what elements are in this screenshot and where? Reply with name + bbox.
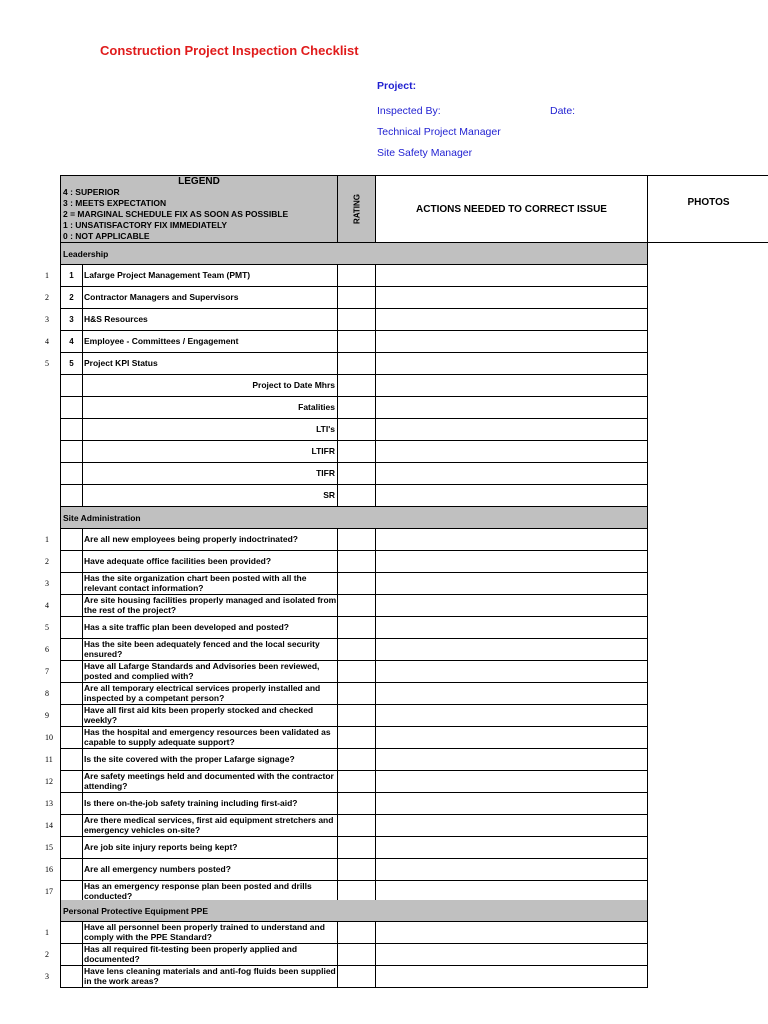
row-index: 12 xyxy=(45,777,53,786)
question-cell: Has the site been adequately fenced and the local security ensured? xyxy=(83,639,338,661)
question-cell: Are all new employees being properly indoctrinated? xyxy=(83,529,338,551)
actions-cell[interactable] xyxy=(376,441,648,463)
table-row xyxy=(0,727,648,749)
item-number-cell xyxy=(60,859,83,881)
question-cell: Project KPI Status xyxy=(83,353,338,375)
table-row xyxy=(0,595,648,617)
rating-cell[interactable] xyxy=(338,837,376,859)
actions-cell[interactable] xyxy=(376,683,648,705)
row-index: 2 xyxy=(45,950,49,959)
rating-cell[interactable] xyxy=(338,485,376,507)
question-cell: Are all temporary electrical services properly installed and inspected by a competant person? xyxy=(83,683,338,705)
row-index: 1 xyxy=(45,535,49,544)
item-number-cell xyxy=(60,617,83,639)
question-cell: Is there on-the-job safety training including first-aid? xyxy=(83,793,338,815)
question-cell: Are job site injury reports being kept? xyxy=(83,837,338,859)
rating-cell[interactable] xyxy=(338,309,376,331)
item-number-cell xyxy=(60,966,83,988)
actions-cell[interactable] xyxy=(376,309,648,331)
item-number-cell: 3 xyxy=(60,309,83,331)
actions-cell[interactable] xyxy=(376,595,648,617)
item-number-cell xyxy=(60,771,83,793)
rating-cell[interactable] xyxy=(338,793,376,815)
actions-cell[interactable] xyxy=(376,966,648,988)
rating-cell[interactable] xyxy=(338,944,376,966)
table-row xyxy=(0,617,648,639)
question-cell: Employee - Committees / Engagement xyxy=(83,331,338,353)
table-row xyxy=(0,922,648,944)
actions-cell[interactable] xyxy=(376,573,648,595)
question-cell: Have adequate office facilities been provided? xyxy=(83,551,338,573)
row-index: 10 xyxy=(45,733,53,742)
row-index: 13 xyxy=(45,799,53,808)
item-number-cell xyxy=(60,397,83,419)
page-title: Construction Project Inspection Checklist xyxy=(100,43,359,58)
item-number-cell xyxy=(60,661,83,683)
project-label: Project: xyxy=(377,80,417,92)
rating-cell[interactable] xyxy=(338,661,376,683)
row-index: 4 xyxy=(45,337,49,346)
rating-header-label: RATING xyxy=(352,193,361,225)
rating-cell[interactable] xyxy=(338,727,376,749)
rating-cell[interactable] xyxy=(338,265,376,287)
rating-cell[interactable] xyxy=(338,683,376,705)
item-number-cell xyxy=(60,815,83,837)
row-index: 7 xyxy=(45,667,49,676)
actions-cell[interactable] xyxy=(376,353,648,375)
item-number-cell xyxy=(60,749,83,771)
row-index: 9 xyxy=(45,711,49,720)
row-index: 8 xyxy=(45,689,49,698)
question-cell: Have all Lafarge Standards and Advisories been reviewed, posted and complied with? xyxy=(83,661,338,683)
table-row xyxy=(0,815,648,837)
legend-box xyxy=(60,175,338,243)
row-index: 2 xyxy=(45,557,49,566)
table-row xyxy=(0,353,648,375)
rating-cell[interactable] xyxy=(338,639,376,661)
rating-cell[interactable] xyxy=(338,705,376,727)
actions-cell[interactable] xyxy=(376,463,648,485)
question-cell: Lafarge Project Management Team (PMT) xyxy=(83,265,338,287)
item-number-cell xyxy=(60,922,83,944)
item-number-cell xyxy=(60,441,83,463)
actions-cell[interactable] xyxy=(376,749,648,771)
rating-cell[interactable] xyxy=(338,595,376,617)
legend-title: LEGEND xyxy=(178,176,220,187)
table-row xyxy=(0,793,648,815)
rating-cell[interactable] xyxy=(338,815,376,837)
question-cell: Have all personnel been properly trained to understand and comply with the PPE Standard? xyxy=(83,922,338,944)
actions-cell[interactable] xyxy=(376,265,648,287)
item-number-cell xyxy=(60,944,83,966)
question-cell: Are site housing facilities properly managed and isolated from the rest of the project? xyxy=(83,595,338,617)
item-number-cell xyxy=(60,595,83,617)
rating-cell[interactable] xyxy=(338,617,376,639)
rating-cell[interactable] xyxy=(338,771,376,793)
actions-cell[interactable] xyxy=(376,331,648,353)
actions-cell[interactable] xyxy=(376,727,648,749)
item-number-cell xyxy=(60,551,83,573)
table-row xyxy=(0,441,648,463)
actions-cell[interactable] xyxy=(376,661,648,683)
item-number-cell xyxy=(60,727,83,749)
question-cell: Contractor Managers and Supervisors xyxy=(83,287,338,309)
question-cell: Has the site organization chart been posted with all the relevant contact information? xyxy=(83,573,338,595)
actions-cell[interactable] xyxy=(376,485,648,507)
actions-cell[interactable] xyxy=(376,551,648,573)
row-index: 6 xyxy=(45,645,49,654)
actions-cell[interactable] xyxy=(376,771,648,793)
table-row xyxy=(0,485,648,507)
rating-cell[interactable] xyxy=(338,353,376,375)
question-cell: Project to Date Mhrs xyxy=(83,375,338,397)
question-cell: Have all first aid kits been properly stocked and checked weekly? xyxy=(83,705,338,727)
rating-cell[interactable] xyxy=(338,287,376,309)
table-row xyxy=(0,309,648,331)
item-number-cell xyxy=(60,375,83,397)
actions-cell[interactable] xyxy=(376,815,648,837)
row-index: 16 xyxy=(45,865,53,874)
rating-cell[interactable] xyxy=(338,966,376,988)
row-index: 14 xyxy=(45,821,53,830)
item-number-cell: 5 xyxy=(60,353,83,375)
row-index: 1 xyxy=(45,271,49,280)
rating-cell[interactable] xyxy=(338,397,376,419)
actions-cell[interactable] xyxy=(376,397,648,419)
rating-cell[interactable] xyxy=(338,573,376,595)
question-cell: Are all emergency numbers posted? xyxy=(83,859,338,881)
question-cell: H&S Resources xyxy=(83,309,338,331)
legend-item: 3 : MEETS EXPECTATION xyxy=(63,198,167,208)
actions-cell[interactable] xyxy=(376,287,648,309)
table-row xyxy=(0,529,648,551)
item-number-cell: 4 xyxy=(60,331,83,353)
rating-cell[interactable] xyxy=(338,529,376,551)
item-number-cell xyxy=(60,463,83,485)
actions-column-header: ACTIONS NEEDED TO CORRECT ISSUE xyxy=(376,175,648,243)
question-cell: Are there medical services, first aid equipment stretchers and emergency vehicles on-site? xyxy=(83,815,338,837)
row-index: 3 xyxy=(45,972,49,981)
item-number-cell xyxy=(60,529,83,551)
table-row xyxy=(0,944,648,966)
table-row xyxy=(0,749,648,771)
row-index: 17 xyxy=(45,887,53,896)
question-cell: Have lens cleaning materials and anti-fog fluids been supplied in the work areas? xyxy=(83,966,338,988)
rating-cell[interactable] xyxy=(338,441,376,463)
legend-item: 1 : UNSATISFACTORY FIX IMMEDIATELY xyxy=(63,220,228,230)
row-index: 5 xyxy=(45,623,49,632)
actions-cell[interactable] xyxy=(376,793,648,815)
row-index: 15 xyxy=(45,843,53,852)
item-number-cell xyxy=(60,419,83,441)
photos-column-header: PHOTOS xyxy=(648,175,768,243)
legend-item: 4 : SUPERIOR xyxy=(63,187,120,197)
table-row xyxy=(0,573,648,595)
question-cell: Has an emergency response plan been posted and drills conducted? xyxy=(83,881,338,903)
table-row xyxy=(0,859,648,881)
section-header-ppe: Personal Protective Equipment PPE xyxy=(60,900,648,922)
rating-cell[interactable] xyxy=(338,375,376,397)
question-cell: Are safety meetings held and documented with the contractor attending? xyxy=(83,771,338,793)
actions-cell[interactable] xyxy=(376,529,648,551)
item-number-cell xyxy=(60,639,83,661)
table-row xyxy=(0,683,648,705)
table-row xyxy=(0,837,648,859)
table-row xyxy=(0,265,648,287)
item-number-cell: 1 xyxy=(60,265,83,287)
table-row xyxy=(0,419,648,441)
question-cell: Fatalities xyxy=(83,397,338,419)
rating-cell[interactable] xyxy=(338,551,376,573)
rating-cell[interactable] xyxy=(338,749,376,771)
question-cell: LTIFR xyxy=(83,441,338,463)
actions-cell[interactable] xyxy=(376,617,648,639)
table-row xyxy=(0,771,648,793)
item-number-cell xyxy=(60,793,83,815)
table-row xyxy=(0,705,648,727)
item-number-cell xyxy=(60,683,83,705)
row-index: 5 xyxy=(45,359,49,368)
technical-project-manager-label: Technical Project Manager xyxy=(377,126,501,138)
date-label: Date: xyxy=(550,105,576,117)
actions-cell[interactable] xyxy=(376,705,648,727)
table-row xyxy=(0,551,648,573)
row-index: 11 xyxy=(45,755,53,764)
rating-cell[interactable] xyxy=(338,463,376,485)
row-index: 1 xyxy=(45,928,49,937)
row-index: 3 xyxy=(45,579,49,588)
question-cell: Has a site traffic plan been developed and posted? xyxy=(83,617,338,639)
inspected-by-label: Inspected By: xyxy=(377,105,441,117)
row-index: 3 xyxy=(45,315,49,324)
item-number-cell: 2 xyxy=(60,287,83,309)
item-number-cell xyxy=(60,837,83,859)
table-row xyxy=(0,661,648,683)
rating-cell[interactable] xyxy=(338,419,376,441)
rating-cell[interactable] xyxy=(338,922,376,944)
question-cell: TIFR xyxy=(83,463,338,485)
actions-cell[interactable] xyxy=(376,837,648,859)
table-row xyxy=(0,331,648,353)
actions-cell[interactable] xyxy=(376,375,648,397)
question-cell: Is the site covered with the proper Lafarge signage? xyxy=(83,749,338,771)
table-row xyxy=(0,463,648,485)
actions-cell[interactable] xyxy=(376,944,648,966)
question-cell: LTI's xyxy=(83,419,338,441)
rating-column-header xyxy=(338,175,376,243)
actions-cell[interactable] xyxy=(376,859,648,881)
row-index: 2 xyxy=(45,293,49,302)
rating-cell[interactable] xyxy=(338,859,376,881)
section-header-site-admin: Site Administration xyxy=(60,507,648,529)
table-row xyxy=(0,966,648,988)
table-row xyxy=(0,375,648,397)
item-number-cell xyxy=(60,573,83,595)
legend-item: 0 : NOT APPLICABLE xyxy=(63,231,150,241)
section-header-leadership: Leadership xyxy=(60,243,648,265)
table-row xyxy=(0,639,648,661)
rating-cell[interactable] xyxy=(338,331,376,353)
item-number-cell xyxy=(60,485,83,507)
row-index: 4 xyxy=(45,601,49,610)
item-number-cell xyxy=(60,705,83,727)
site-safety-manager-label: Site Safety Manager xyxy=(377,147,473,159)
question-cell: Has the hospital and emergency resources been validated as capable to supply adequate support? xyxy=(83,727,338,749)
actions-cell[interactable] xyxy=(376,639,648,661)
legend-item: 2 = MARGINAL SCHEDULE FIX AS SOON AS POSSIBLE xyxy=(63,209,289,219)
question-cell: Has all required fit-testing been properly applied and documented? xyxy=(83,944,338,966)
question-cell: SR xyxy=(83,485,338,507)
actions-cell[interactable] xyxy=(376,922,648,944)
actions-cell[interactable] xyxy=(376,419,648,441)
table-row xyxy=(0,397,648,419)
table-row xyxy=(0,287,648,309)
